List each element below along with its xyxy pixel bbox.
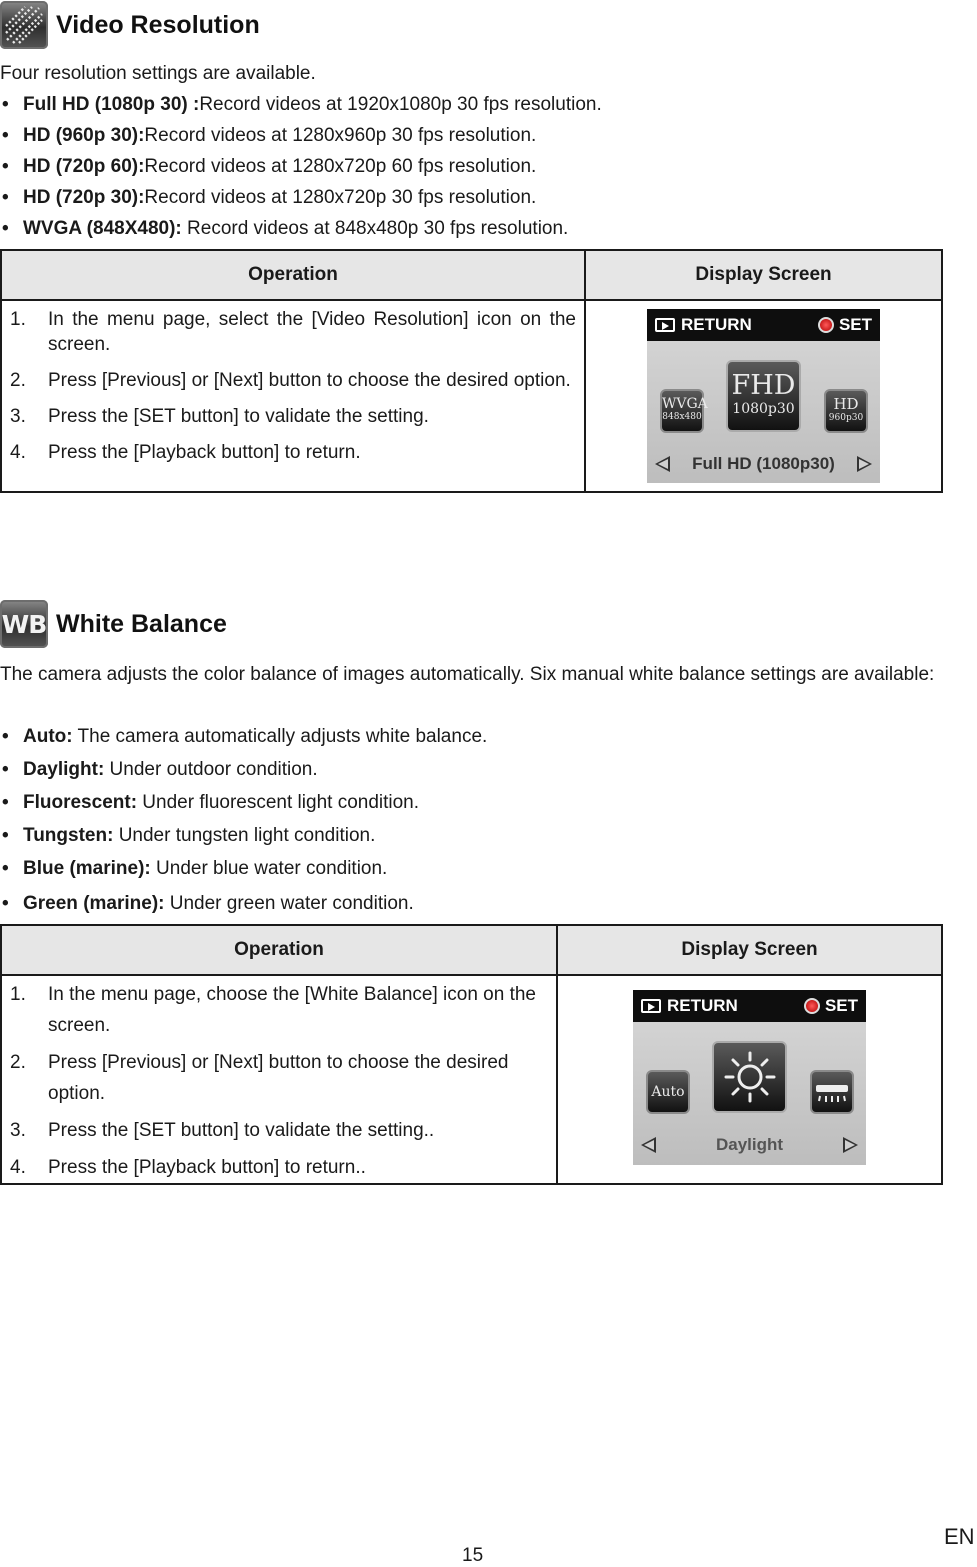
option-fluorescent bbox=[810, 1070, 854, 1114]
option-daylight bbox=[712, 1041, 787, 1113]
white-balance-intro: The camera adjusts the color balance of images automatically. Six manual white balance settings are available: bbox=[0, 664, 935, 685]
video-resolution-table bbox=[0, 249, 943, 493]
video-resolution-icon bbox=[0, 1, 48, 49]
list-item: • HD (720p 30):Record videos at 1280x720p 30 fps resolution. bbox=[0, 182, 602, 213]
video-resolution-heading bbox=[0, 1, 260, 49]
white-balance-icon: WB bbox=[0, 600, 48, 648]
fluorescent-icon bbox=[812, 1072, 852, 1112]
option-wvga: WVGA 848x480 bbox=[660, 389, 704, 433]
option-auto: Auto bbox=[646, 1070, 690, 1114]
display-screen-header: Display Screen bbox=[585, 250, 942, 300]
list-item: • WVGA (848X480): Record videos at 848x480p 30 fps resolution. bbox=[0, 213, 602, 244]
screen-nav bbox=[647, 454, 880, 474]
screen-nav bbox=[633, 1135, 866, 1155]
white-balance-heading bbox=[0, 600, 227, 648]
sun-icon bbox=[720, 1047, 780, 1107]
step-item: 2. Press [Previous] or [Next] button to choose the desired option. bbox=[10, 370, 571, 391]
previous-arrow-icon bbox=[655, 456, 670, 472]
step-item: 4. Press the [Playback button] to return.. bbox=[10, 1157, 366, 1178]
screen-top-bar bbox=[647, 309, 880, 341]
record-dot-icon bbox=[804, 998, 820, 1014]
option-hd: HD 960p30 bbox=[824, 389, 868, 433]
step-item: 3. Press the [SET button] to validate the setting.. bbox=[10, 1120, 435, 1141]
list-item: • Blue (marine): Under blue water condition. bbox=[0, 852, 487, 885]
set-label: SET bbox=[824, 996, 858, 1015]
operation-header: Operation bbox=[1, 925, 557, 975]
return-label: RETURN bbox=[667, 996, 738, 1015]
page-number: 15 bbox=[462, 1545, 484, 1566]
white-balance-list bbox=[0, 720, 487, 920]
step-item: 3. Press the [SET button] to validate the setting. bbox=[10, 406, 429, 427]
list-item: • HD (720p 60):Record videos at 1280x720p 60 fps resolution. bbox=[0, 151, 602, 182]
playback-icon bbox=[655, 318, 675, 332]
display-screen-header: Display Screen bbox=[557, 925, 942, 975]
list-item: • Daylight: Under outdoor condition. bbox=[0, 753, 487, 786]
language-label: EN bbox=[944, 1524, 975, 1549]
playback-icon bbox=[641, 999, 661, 1013]
camera-screen-white-balance bbox=[633, 990, 866, 1165]
white-balance-table bbox=[0, 924, 943, 1185]
video-resolution-intro: Four resolution settings are available. bbox=[0, 63, 316, 84]
list-item: • Fluorescent: Under fluorescent light condition. bbox=[0, 786, 487, 819]
step-item: 1. In the menu page, choose the [White Balance] icon on the screen. bbox=[10, 984, 536, 1036]
video-resolution-title: Video Resolution bbox=[56, 10, 260, 39]
next-arrow-icon bbox=[857, 456, 872, 472]
selected-option-label: Full HD (1080p30) bbox=[692, 454, 835, 473]
list-item: • Green (marine): Under green water condition. bbox=[0, 887, 487, 920]
list-item: • Auto: The camera automatically adjusts white balance. bbox=[0, 720, 487, 753]
next-arrow-icon bbox=[843, 1137, 858, 1153]
camera-screen-resolution bbox=[647, 309, 880, 483]
screen-top-bar bbox=[633, 990, 866, 1022]
selected-option-label: Daylight bbox=[715, 1135, 784, 1154]
resolution-list bbox=[0, 89, 602, 244]
operation-steps bbox=[2, 301, 584, 465]
list-item: • HD (960p 30):Record videos at 1280x960p 30 fps resolution. bbox=[0, 120, 602, 151]
operation-steps bbox=[2, 976, 556, 1183]
white-balance-title: White Balance bbox=[56, 609, 227, 638]
option-fhd: FHD 1080p30 bbox=[726, 360, 801, 432]
step-item: 1. In the menu page, select the [Video Resolution] icon on the screen. bbox=[10, 309, 576, 355]
set-label: SET bbox=[838, 315, 872, 334]
step-item: 4. Press the [Playback button] to return. bbox=[10, 442, 361, 463]
record-dot-icon bbox=[818, 317, 834, 333]
previous-arrow-icon bbox=[641, 1137, 656, 1153]
step-item: 2. Press [Previous] or [Next] button to choose the desired option. bbox=[10, 1052, 509, 1104]
list-item: • Tungsten: Under tungsten light condition. bbox=[0, 819, 487, 852]
return-label: RETURN bbox=[681, 315, 752, 334]
list-item: • Full HD (1080p 30) :Record videos at 1920x1080p 30 fps resolution. bbox=[0, 89, 602, 120]
operation-header: Operation bbox=[1, 250, 585, 300]
